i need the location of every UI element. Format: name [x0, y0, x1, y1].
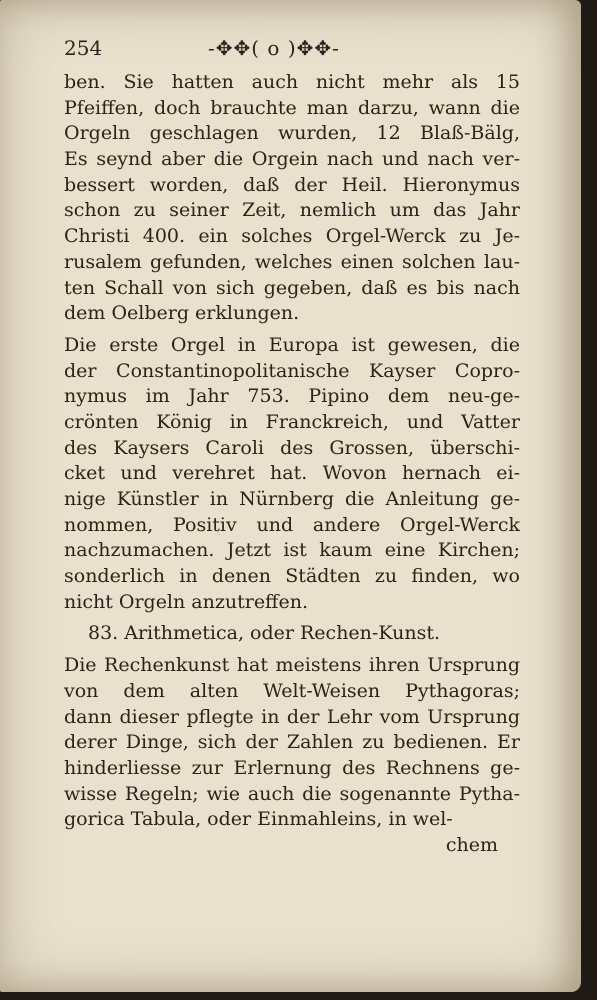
page-body [64, 70, 520, 859]
text-line: dann dieser pflegte in der Lehr vom Ursprung [64, 705, 520, 728]
text-line: von dem alten Welt-Weisen Pythagoras; [64, 679, 520, 702]
text-line: derer Dinge, sich der Zahlen zu bedienen. Er [64, 731, 520, 754]
text-line: nommen, Positiv und andere Orgel-Werck [64, 513, 520, 536]
text-line: nicht Orgeln anzutreffen. [64, 590, 309, 613]
text-line: nige Künstler in Nürnberg die Anleitung ge- [64, 488, 520, 510]
text-line: rusalem gefunden, welches einen solchen lau- [64, 250, 520, 273]
text-line: Es seynd aber die Orgein nach und nach ver- [64, 148, 520, 171]
text-line: hinderliesse zur Erlernung des Rechnens ge- [64, 756, 520, 779]
page-number: 254 [64, 36, 103, 60]
text-line: schon zu seiner Zeit, nemlich um das Jahr [64, 199, 520, 222]
text-line: Pfeiffen, doch brauchte man darzu, wann die [64, 96, 520, 119]
text-line: bessert worden, daß der Heil. Hieronymus [64, 173, 520, 196]
text-line: ten Schall von sich gegeben, daß es bis nach [64, 276, 520, 299]
text-line: der Constantinopolitanische Kayser Copro- [64, 359, 520, 382]
section-heading: 83. Arithmetica, oder Rechen-Kunst. [88, 622, 441, 645]
text-line: sonderlich in denen Städten zu finden, wo [64, 565, 520, 588]
page-header [64, 36, 520, 62]
text-line: Orgeln geschlagen wurden, 12 Blaß-Bälg, [64, 122, 520, 145]
text-line: cket und verehret hat. Wovon hernach ei- [64, 462, 520, 485]
paragraph-arithmetica [64, 653, 520, 833]
text-line: Die erste Orgel in Europa ist gewesen, die [64, 333, 520, 356]
text-line: Christi 400. ein solches Orgel-Werck zu Je- [64, 225, 520, 248]
text-line: des Kaysers Caroli des Grossen, überschi- [64, 436, 520, 459]
text-line: dem Oelberg erklungen. [64, 302, 300, 325]
header-ornament: -✥✥( o )✥✥- [208, 36, 340, 60]
text-line: gorica Tabula, oder Einmahleins, in wel- [64, 808, 453, 831]
text-line: ben. Sie hatten auch nicht mehr als 15 [64, 71, 520, 93]
paragraph-organ-history [64, 70, 520, 327]
text-line: nymus im Jahr 753. Pipino dem neu-ge- [64, 385, 520, 408]
text-line: nachzumachen. Jetzt ist kaum eine Kirchen; [64, 539, 520, 562]
text-line: crönten König in Franckreich, und Vatter [64, 410, 520, 433]
paragraph-first-organ-europe [64, 333, 520, 616]
catchword: chem [445, 833, 498, 856]
text-line: Die Rechenkunst hat meistens ihren Ursprung [64, 654, 520, 677]
text-line: wisse Regeln; wie auch die sogenannte Pytha- [64, 782, 520, 805]
